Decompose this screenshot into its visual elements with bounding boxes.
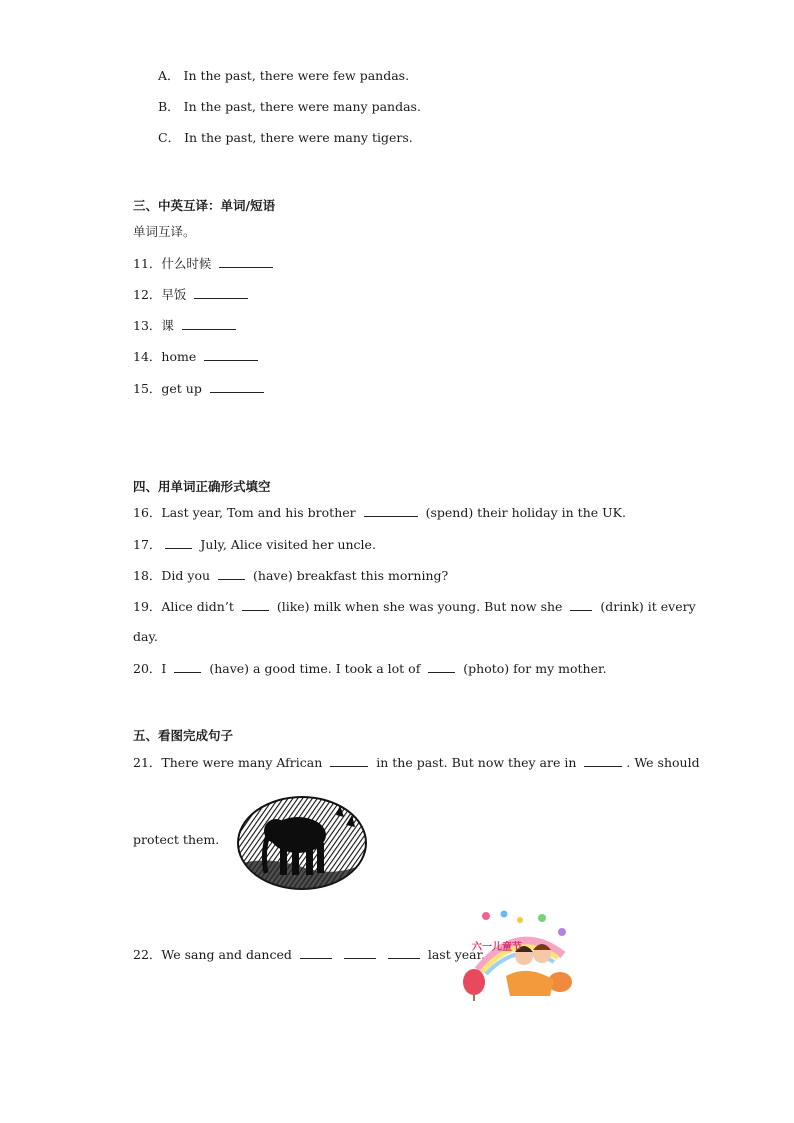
answer-blank[interactable] [388, 946, 420, 959]
question-21: 21．There were many African in the past. But now they are in . We should [133, 755, 700, 770]
question-13: 13．课 [133, 317, 240, 334]
answer-blank[interactable] [584, 754, 622, 767]
question-21-cont: protect them. [133, 832, 220, 847]
question-22: 22．We sang and danced last year. [133, 947, 486, 962]
section3-instruction: 单词互译。 [133, 224, 196, 239]
answer-blank[interactable] [364, 504, 418, 517]
question-14: 14．home [133, 348, 262, 365]
question-20: 20．I (have) a good time. I took a lot of (photo) for my mother. [133, 661, 607, 676]
section5-title: 五、看图完成句子 [133, 728, 234, 743]
answer-blank[interactable] [344, 946, 376, 959]
question-19-cont: day. [133, 629, 158, 644]
question-17: 17． July, Alice visited her uncle. [133, 537, 376, 552]
childrens-day-image [458, 910, 576, 1002]
answer-blank[interactable] [204, 348, 258, 361]
answer-blank[interactable] [242, 598, 269, 611]
answer-blank[interactable] [570, 598, 592, 611]
question-15: 15．get up [133, 380, 268, 397]
question-18: 18．Did you (have) breakfast this morning? [133, 568, 449, 583]
answer-blank[interactable] [194, 286, 248, 299]
option-b[interactable]: B． In the past, there were many pandas. [158, 99, 421, 114]
question-16: 16．Last year, Tom and his brother (spend) their holiday in the UK. [133, 505, 626, 520]
option-c[interactable]: C． In the past, there were many tigers. [158, 130, 413, 145]
elephant-image [236, 795, 368, 891]
option-a[interactable]: A． In the past, there were few pandas. [158, 68, 410, 83]
question-19: 19．Alice didn’t (like) milk when she was young. But now she (drink) it every [133, 599, 696, 614]
question-11: 11．什么时候 [133, 255, 277, 272]
section4-title: 四、用单词正确形式填空 [133, 479, 271, 494]
answer-blank[interactable] [300, 946, 332, 959]
childrens-day-logo: 六一儿童节 [472, 942, 522, 953]
section3-title: 三、中英互译：单词/短语 [133, 198, 276, 213]
answer-blank[interactable] [219, 255, 273, 268]
question-12: 12．早饭 [133, 286, 252, 303]
answer-blank[interactable] [182, 317, 236, 330]
answer-blank[interactable] [218, 567, 245, 580]
answer-blank[interactable] [165, 536, 192, 549]
answer-blank[interactable] [174, 660, 201, 673]
answer-blank[interactable] [330, 754, 368, 767]
answer-blank[interactable] [428, 660, 455, 673]
answer-blank[interactable] [210, 380, 264, 393]
